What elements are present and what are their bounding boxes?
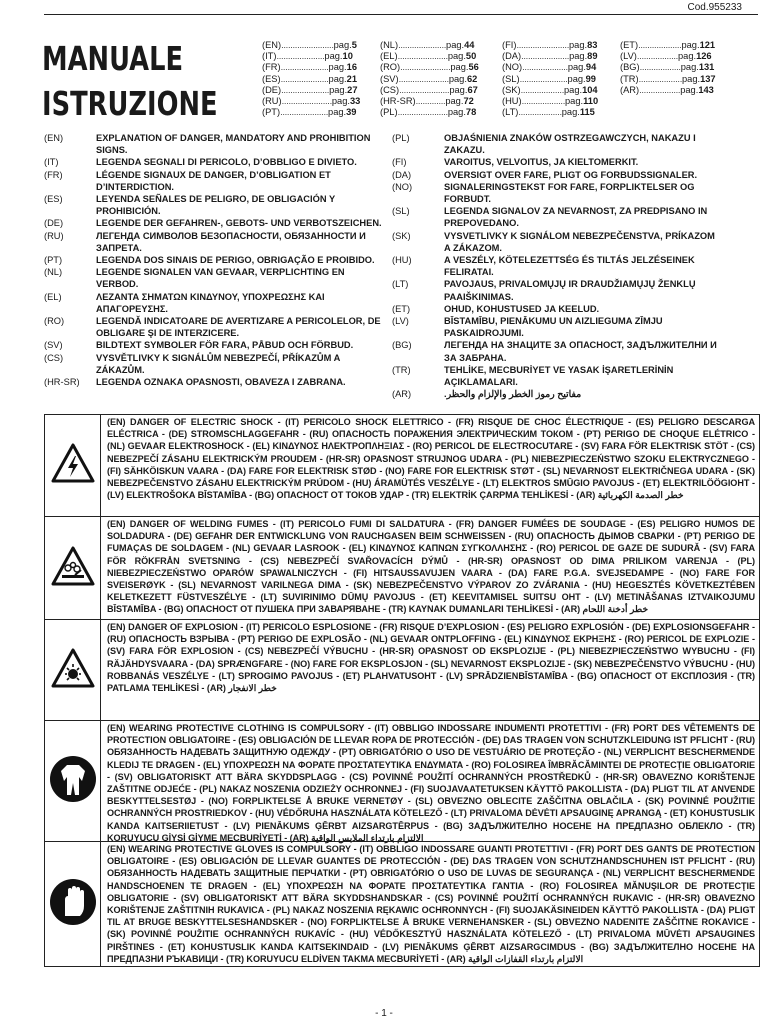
toc-entry <box>620 62 730 73</box>
toc-column <box>502 40 612 118</box>
toc-page-label: pag. <box>329 84 348 95</box>
toc-page-number: 99 <box>585 73 596 84</box>
legend-item <box>392 132 722 156</box>
toc-leader: ................... <box>520 84 564 95</box>
legend-lang-code: (SV) <box>44 340 63 351</box>
toc-entry <box>380 62 492 73</box>
legend-item <box>392 339 722 363</box>
toc-leader: ....................... <box>516 40 569 50</box>
safety-sign-description: (EN) WEARING PROTECTIVE GLOVES IS COMPULSORY - (IT) OBBLIGO INDOSSARE GUANTI PROTETTIVI - (FR) PORT DES GANTS DE PROTECTION OBLIGATOIRE - (ES) OBLIGACIÓN DE LLEVAR GUANTES DE PROTECCIÓN - (DE) DAS TRAGEN VON SCHUTZHANDSCHUHEN IST PFLICHT - (RU) ОБЯЗАННОСТЬ НАДЕВАТЬ ЗАЩИТНЫЕ ПЕРЧАТКИ - (PT) OBRIGATÓRIO O USO DE LUVAS DE SEGURANÇA - (NL) VERPLICHT BESCHERMENDE HANDSCHOENEN TE DRAGEN - (EL) ΥΠΟΧΡΕΩΣΗ ΝΑ ΦΟΡΑΤΕ ΠΡΟΣΤΑΤΕΥΤΙΚΑ ΓΑΝΤΙΑ - (RO) FOLOSIREA MĂNUŞILOR DE PROTECŢIE OBLIGATORIE - (SV) OBLIGATORISKT ATT BÄRA SKYDDSHANDSKAR - (CS) POVINNÉ POUŽITÍ OCHRANNÝCH RUKAVIC - (HR-SR) OBAVEZNO KORIŠTENJE ZAŠTITNIH RUKAVICA - (PL) NAKAZ NOSZENIA RĘKAWIC OCHRONNYCH - (FI) SUOJAKÄSINEIDEN KÄYTTÖ PAKOLLISTA - (DA) PLIGT TIL AT BRUGE BESKYTTELSESHANDSKER - (NO) FORPLIKTELSE Å BRUKE VERNEHANSKER - (SL) OBVEZNO NADENITE ZAŠČITNE ROKAVICE - (SK) POVINNÉ POUŽITIE OCHRANNÝCH RUKAVÍC - (HU) VÉDŐKESZTYŰ HASZNÁLATA KÖTELEZŐ - (LT) PRIVALOMA MŪVĖTI APSAUGINES PIRŠTINES - (ET) KOHUSTUSLIK KANDA KAITSEKINDAID - (LV) PIENĀKUMS ĢĒRBT AIZSARGCIMDUS - (BG) ЗАДЪЛЖИТЕЛНО НОСЕНЕ НА ПРЕДПАЗНИ РЪКАВИЦИ - (TR) KORUYUCU ELDİVEN TAKMA MECBURİYETİ - (AR) الالتزام بارتداء القفازات الواقية <box>107 844 755 964</box>
legend-item <box>44 230 384 254</box>
legend-item <box>44 266 384 290</box>
toc-leader: ................... <box>521 96 566 107</box>
safety-sign-description: (EN) DANGER OF WELDING FUMES - (IT) PERICOLO FUMI DI SALDATURA - (FR) DANGER FUMÉES DE SOUDAGE - (ES) PELIGRO HUMOS DE SOLDADURA - (DE) GEFAHR DER ENTWICKLUNG VON RAUCHGASEN BEIM SCHWEISSEN - (RU) ОПАСНОСТЬ ДЫМОВ СВАРКИ - (PT) PERIGO DE FUMAÇAS DE SOLDAGEM - (NL) GEVAAR LASROOK - (EL) ΚΙΝΔΥΝΟΣ ΚΑΠΝΩΝ ΣΥΓΚΟΛΛΗΣΗΣ - (RO) PERICOL DE GAZE DE SUDURĂ - (SV) FARA FÖR RÖKFRÅN SVETSNING - (CS) NEBEZPEČÍ SVAŘOVACÍCH DÝMŮ - (HR-SR) OPASNOST OD DIMA PRILIKOM VARENJA - (PL) NIEBEZPIECZEŃSTWO OPARÓW SPAWALNICZYCH - (FI) HITSAUSSAVUJEN VAARA - (DA) FARE P.G.A. SVEJSEDAMPE - (NO) FARE FOR SVEISERØYK - (SL) NEVARNOST VARILNEGA DIMA - (SK) NEBEZPEČENSTVO VÝPAROV ZO ZVÁRANIA - (HU) HEGESZTÉS KÖVETKEZTÉBEN KELETKEZETT FÜSTVESZÉLYE - (LT) SUVIRINIMO DŪMŲ PAVOJUS - (ET) KEEVITAMISEL SUITSU OHT - (LV) METINĀŠANAS IZTVAIKOJUMU BĪSTAMĪBA - (BG) ОПАСНОСТ ОТ ПУШЕКА ПРИ ЗАВАРЯВАНЕ - (TR) KAYNAK DUMANLARI TEHLİKESİ - (AR) خطر أدخنة اللحام <box>107 519 755 615</box>
legend-text: TEHLİKE, MECBURİYET VE YASAK İŞARETLERİNİN AÇIKLAMALARI. <box>444 364 674 388</box>
toc-leader: ................... <box>638 73 682 84</box>
toc-page-number: 50 <box>465 51 477 62</box>
toc-page-label: pag. <box>445 96 464 107</box>
safety-sign-row <box>45 842 759 966</box>
legend-item <box>44 352 384 376</box>
legend-item <box>44 169 384 193</box>
toc-entry <box>380 96 492 107</box>
toc-page-number: 67 <box>467 84 478 95</box>
toc-lang-code: (EN) <box>262 40 282 50</box>
toc-lang-code: (SL) <box>502 73 520 84</box>
title-line-1: MANUALE <box>42 39 184 78</box>
toc-leader: ...................... <box>399 84 450 95</box>
document-code: Cod.955233 <box>687 2 742 13</box>
toc-page-label: pag. <box>677 51 697 62</box>
legend-lang-code: (RO) <box>44 316 65 327</box>
toc-leader: ..................... <box>280 62 329 73</box>
toc-lang-code: (PL) <box>380 107 398 118</box>
toc-page-label: pag. <box>447 51 466 62</box>
toc-page-number: 110 <box>583 96 599 107</box>
legend-lang-code: (PL) <box>392 133 410 143</box>
toc-page-label: pag. <box>567 62 586 73</box>
toc-leader: .................. <box>639 62 681 73</box>
toc-page-label: pag. <box>328 62 347 73</box>
toc-leader: ...................... <box>398 73 449 84</box>
toc-page-number: 33 <box>349 96 361 107</box>
legend-item <box>392 230 722 254</box>
toc-entry <box>620 85 730 96</box>
safety-sign-description: (EN) DANGER OF EXPLOSION - (IT) PERICOLO ESPLOSIONE - (FR) RISQUE D’EXPLOSION - (ES) PELIGRO EXPLOSIÓN - (DE) EXPLOSIONSGEFAHR - (RU) ОПАСНОСТЬ ВЗРЫВА - (PT) PERIGO DE EXPLOSÃO - (NL) GEVAAR ONTPLOFFING - (EL) ΚΙΝΔΥΝΟΣ ΕΚΡΗΞΗΣ - (RO) PERICOL DE EXPLOZIE - (SV) FARA FÖR EXPLOSION - (CS) NEBEZPEČÍ VÝBUCHU - (HR-SR) OPASNOST OD EKSPLOZIJE - (PL) NIEBEZPIECZEŃSTWO WYBUCHU - (FI) RÄJÄHDYSVAARA - (DA) SPRÆNGFARE - (NO) FARE FOR EKSPLOSJON - (SL) NEVARNOST EKSPLOZIJE - (SK) NEBEZPEČENSTVO VÝBUCHU - (HU) ROBBANÁS VESZÉLYE - (LT) SPROGIMO PAVOJUS - (ET) PLAHVATUSOHT - (LV) SPRĀDZIENBĪSTAMĪBA - (BG) ОПАСНОСТ ОТ ЕКСПЛОЗИЯ - (TR) PATLAMA TEHLİKESİ - (AR) خطر الانفجار <box>107 622 755 694</box>
toc-page-number: 137 <box>700 73 716 84</box>
legend-lang-code: (AR) <box>392 389 412 400</box>
safety-sign-row <box>45 517 759 620</box>
toc-entry <box>620 51 730 62</box>
toc-entry <box>262 85 370 96</box>
toc-page-number: 89 <box>587 51 598 62</box>
legend-item <box>44 217 384 229</box>
toc-page-number: 44 <box>464 40 475 50</box>
legend-item <box>44 376 384 388</box>
toc-leader: ..................... <box>398 40 447 50</box>
legend-lang-code: (IT) <box>44 157 59 168</box>
toc-entry <box>502 96 612 107</box>
toc-leader: ...................... <box>397 107 448 118</box>
legend-lang-code: (LV) <box>392 316 409 327</box>
toc-lang-code: (NL) <box>380 40 399 50</box>
toc-page-label: pag. <box>333 40 352 50</box>
toc-page-label: pag. <box>563 84 583 95</box>
toc-page-number: 27 <box>347 84 358 95</box>
legend-text: LEGENDA SIGNALOV ZA NEVARNOST, ZA PREDPISANO IN PREPOVEDANO. <box>444 206 708 229</box>
toc-entry <box>502 85 612 96</box>
toc-lang-code: (TR) <box>620 73 639 84</box>
legend-lang-code: (SL) <box>392 206 410 217</box>
legend-lang-code: (PT) <box>44 255 63 266</box>
legend-text: مفاتيح رموز الخطر والإلزام والحظر. <box>444 389 582 400</box>
toc-lang-code: (FR) <box>262 62 281 73</box>
legend-lang-code: (TR) <box>392 364 411 375</box>
toc-lang-code: (SK) <box>502 84 521 95</box>
legend-text: LEGENDĂ INDICATOARE DE AVERTIZARE A PERICOLELOR, DE OBLIGARE ŞI DE INTERZICERE. <box>96 316 381 339</box>
welding-fumes-icon <box>51 546 95 591</box>
legend-item <box>392 388 722 400</box>
legend-text: VAROITUS, VELVOITUS, JA KIELTOMERKIT. <box>444 157 639 168</box>
toc-entry <box>262 40 370 51</box>
legend-lang-code: (NL) <box>44 267 63 278</box>
toc-page-label: pag. <box>448 73 467 84</box>
toc-lang-code: (ES) <box>262 73 281 84</box>
legend-text: LEGENDA SEGNALI DI PERICOLO, D’OBBLIGO E DIVIETO. <box>96 157 357 168</box>
safety-signs-table <box>44 414 760 967</box>
legend-lang-code: (BG) <box>392 340 412 351</box>
toc-page-number: 104 <box>582 84 598 95</box>
toc-entry <box>380 40 492 51</box>
legend-item <box>392 169 722 181</box>
toc-page-number: 115 <box>579 107 595 118</box>
legend-lang-code: (CS) <box>44 352 64 363</box>
legend-lang-code: (ES) <box>44 194 63 205</box>
legend-text: ЛЕГЕНДА СИМВОЛОВ БЕЗОПАСНОСТИ, ОБЯЗАННОСТИ И ЗАПРЕТА. <box>96 230 366 253</box>
legend-lang-code: (HU) <box>392 255 412 266</box>
legend-lang-code: (DE) <box>44 218 64 229</box>
toc-lang-code: (BG) <box>620 62 640 73</box>
toc-leader: ...................... <box>281 96 332 107</box>
legend-text: VYSVĚTLIVKY K SIGNÁLŮM NEBEZPEČÍ, PŘÍKAZŮM A ZÁKAZŮM. <box>96 352 340 375</box>
legend-item <box>392 303 722 315</box>
toc-lang-code: (RU) <box>262 96 282 107</box>
legend-lang-code: (RU) <box>44 230 64 241</box>
legend-lang-code: (ET) <box>392 303 411 314</box>
legend-text: SIGNALERINGSTEKST FOR FARE, FORPLIKTELSER OG FORBUDT. <box>444 181 695 205</box>
legend-lang-code: (NO) <box>392 181 413 192</box>
legend-lang-code: (DA) <box>392 169 412 180</box>
toc-column <box>380 40 492 118</box>
safety-sign-icon-cell <box>45 620 101 720</box>
toc-leader: ...................... <box>397 51 448 62</box>
toc-page-number: 121 <box>699 40 716 50</box>
legend-text: LEGENDE DER GEFAHREN-, GEBOTS- UND VERBOTSZEICHEN. <box>96 218 382 229</box>
legend-item <box>44 132 384 156</box>
toc-page-label: pag. <box>328 73 347 84</box>
toc-leader: ................... <box>638 40 682 50</box>
legend-text: OVERSIGT OVER FARE, PLIGT OG FORBUDSSIGNALER. <box>444 169 698 180</box>
page-number: - 1 - <box>375 1008 393 1019</box>
toc-page-number: 72 <box>463 96 474 107</box>
toc-page-label: pag. <box>565 96 584 107</box>
legend-item <box>392 278 722 302</box>
legend-item <box>392 205 722 229</box>
toc-page-number: 126 <box>696 51 712 62</box>
toc-entry <box>262 74 370 85</box>
legend-item <box>392 364 722 388</box>
toc-lang-code: (EL) <box>380 51 398 62</box>
toc-lang-code: (DE) <box>262 84 282 95</box>
legend-column-left <box>44 132 384 388</box>
toc-page-label: pag. <box>680 62 699 73</box>
toc-entry <box>502 74 612 85</box>
toc-leader: ................... <box>518 107 562 118</box>
toc-page-label: pag. <box>561 107 580 118</box>
toc-lang-code: (HR-SR) <box>380 96 416 107</box>
safety-sign-icon-cell <box>45 842 101 966</box>
legend-item <box>44 254 384 266</box>
legend-text: EXPLANATION OF DANGER, MANDATORY AND PROHIBITION SIGNS. <box>96 133 371 156</box>
safety-sign-icon-cell <box>45 517 101 619</box>
header-rule <box>44 14 758 15</box>
toc-lang-code: (SV) <box>380 73 399 84</box>
protective-gloves-icon <box>49 878 97 931</box>
safety-sign-description: (EN) WEARING PROTECTIVE CLOTHING IS COMPULSORY - (IT) OBBLIGO INDOSSARE INDUMENTI PROTETTIVI - (FR) PORT DES VÊTEMENTS DE PROTECTION OBLIGATOIRE - (ES) OBLIGACIÓN DE LLEVAR ROPA DE PROTECCIÓN - (DE) DAS TRAGEN VON SCHUTZKLEIDUNG IST PFLICHT - (RU) ОБЯЗАННОСТЬ НАДЕВАТЬ ЗАЩИТНУЮ ОДЕЖДУ - (PT) OBRIGATÓRIO O USO DE VESTUÁRIO DE PROTEÇÃO - (NL) VERPLICHT BESCHERMENDE KLEDIJ TE DRAGEN - (EL) ΥΠΟΧΡΕΩΣΗ ΝΑ ΦΟΡΑΤΕ ΠΡΟΣΤΑΤΕΥΤΙΚΑ ΕΝΔΥΜΑΤΑ - (RO) FOLOSIREA ÎMBRĂCĂMINTEI DE PROTECŢIE OBLIGATORIE - (SV) OBLIGATORISKT ATT BÄRA SKYDDSPLAGG - (CS) POVINNÉ POUŽITÍ OCHRANNÝCH PROSTŘEDKŮ - (HR-SR) OBAVEZNO KORIŠTENJE ZAŠTITNE ODJEĆE - (PL) NAKAZ NOSZENIA ODZIEŻY OCHRONNEJ - (FI) SUOJAVAATETUKSEN KÄYTTÖ PAKOLLISTA - (DA) PLIGT TIL AT ANVENDE BESKYTTELSESTØJ - (NO) FORPLIKTELSE Å BRUKE VERNETØY - (SL) OBVEZNO OBLECITE ZAŠČITNA OBLAČILA - (SK) POVINNÉ POUŽITIE OCHRANNÝCH PROSTRIEDKOV - (HU) VÉDŐRUHA HASZNÁLATA KÖTELEZŐ - (LT) PRIVALOMA DĖVĖTI APSAUGINĘ APRANGĄ - (ET) KOHUSTUSLIK KANDA KAITSERIIETUST - (LV) PIENĀKUMS ĢĒRBT AIZSARGTĒRPUS - (BG) ЗАДЪЛЖИТЕЛНО НОСЕНЕ НА ПРЕДПАЗНО ОБЛЕКЛО - (TR) KORUYUCU GİYSİ GİYME MECBURİYETİ - (AR) الالتزام بارتداء الملابس الواقية <box>107 723 755 843</box>
toc-entry <box>262 96 370 107</box>
toc-lang-code: (DA) <box>502 51 522 62</box>
toc-leader: ..................... <box>519 73 568 84</box>
toc-page-number: 10 <box>342 51 353 62</box>
toc-column <box>620 40 730 96</box>
toc-entry <box>262 62 370 73</box>
toc-leader: ..................... <box>280 73 329 84</box>
toc-entry <box>502 40 612 51</box>
legend-item <box>392 315 722 339</box>
legend-text: LEYENDA SEÑALES DE PELIGRO, DE OBLIGACIÓN Y PROHIBICIÓN. <box>96 194 335 217</box>
title-line-2: ISTRUZIONE <box>42 84 218 123</box>
safety-sign-row <box>45 415 759 517</box>
toc-leader: ....................... <box>281 40 334 50</box>
toc-lang-code: (NO) <box>502 62 523 73</box>
explosion-icon <box>51 648 95 693</box>
toc-page-label: pag. <box>569 51 588 62</box>
toc-page-number: 5 <box>351 40 357 50</box>
toc-page-number: 16 <box>346 62 357 73</box>
toc-leader: ...................... <box>400 62 451 73</box>
toc-entry <box>380 85 492 96</box>
legend-text: PAVOJAUS, PRIVALOMŲJŲ IR DRAUDŽIAMŲJŲ ŽENKLŲ PAAIŠKINIMAS. <box>444 279 696 302</box>
legend-text: VYSVETLIVKY K SIGNÁLOM NEBEZPEČENSTVA, PRÍKAZOM A ZÁKAZOM. <box>444 230 715 253</box>
toc-entry <box>620 40 730 51</box>
legend-lang-code: (LT) <box>392 279 409 290</box>
legend-lang-code: (HR-SR) <box>44 377 80 388</box>
legend-item <box>392 156 722 168</box>
toc-lang-code: (ET) <box>620 40 639 50</box>
toc-lang-code: (HU) <box>502 96 522 107</box>
legend-text: LEGENDA OZNAKA OPASNOSTI, OBAVEZA I ZABRANA. <box>96 377 346 388</box>
toc-entry <box>620 74 730 85</box>
legend-item <box>44 156 384 168</box>
toc-page-label: pag. <box>331 96 350 107</box>
legend-lang-code: (EL) <box>44 291 62 302</box>
toc-lang-code: (AR) <box>620 84 640 95</box>
toc-entry <box>262 107 370 118</box>
legend-text: OHUD, KOHUSTUSED JA KEELUD. <box>444 303 600 314</box>
toc-lang-code: (RO) <box>380 62 401 73</box>
toc-lang-code: (IT) <box>262 51 277 62</box>
toc-lang-code: (LV) <box>620 51 637 62</box>
toc-leader: ..................... <box>280 107 329 118</box>
toc-column <box>262 40 370 118</box>
legend-lang-code: (EN) <box>44 133 64 143</box>
toc-leader: .................. <box>636 51 678 62</box>
legend-item <box>44 339 384 351</box>
toc-entry <box>380 51 492 62</box>
toc-entry <box>380 74 492 85</box>
manual-title <box>42 36 218 126</box>
toc-page-label: pag. <box>680 84 699 95</box>
toc-page-label: pag. <box>449 84 468 95</box>
toc-entry <box>262 51 370 62</box>
toc-page-number: 83 <box>587 40 598 50</box>
toc-page-number: 78 <box>465 107 477 118</box>
legend-lang-code: (FI) <box>392 157 407 168</box>
legend-column-right <box>392 132 722 400</box>
toc-page-number: 143 <box>698 84 714 95</box>
legend-text: LEGENDE SIGNALEN VAN GEVAAR, VERPLICHTING EN VERBOD. <box>96 267 345 290</box>
toc-lang-code: (PT) <box>262 107 281 118</box>
toc-leader: ..................... <box>521 51 570 62</box>
toc-lang-code: (FI) <box>502 40 517 50</box>
legend-item <box>44 291 384 315</box>
toc-page-label: pag. <box>446 40 465 50</box>
legend-item <box>44 315 384 339</box>
toc-leader: .................. <box>639 84 681 95</box>
toc-page-label: pag. <box>567 73 586 84</box>
toc-page-label: pag. <box>324 51 343 62</box>
toc-page-label: pag. <box>447 107 466 118</box>
legend-text: ЛЕГЕНДА НА ЗНАЦИТЕ ЗА ОПАСНОСТ, ЗАДЪЛЖИТЕЛНИ И ЗА ЗАБРАНА. <box>444 340 717 363</box>
toc-page-label: pag. <box>450 62 469 73</box>
toc-leader: .................... <box>522 62 568 73</box>
toc-leader: ..................... <box>276 51 325 62</box>
legend-text: BĪSTAMĪBU, PIENĀKUMU UN AIZLIEGUMA ZĪMJU PASKAIDROJUMI. <box>444 316 663 339</box>
toc-lang-code: (LT) <box>502 107 519 118</box>
safety-sign-icon-cell <box>45 721 101 841</box>
toc-entry <box>502 51 612 62</box>
safety-sign-icon-cell <box>45 415 101 516</box>
legend-lang-code: (SK) <box>392 230 411 241</box>
toc-page-label: pag. <box>328 107 347 118</box>
toc-entry <box>502 62 612 73</box>
safety-sign-description: (EN) DANGER OF ELECTRIC SHOCK - (IT) PERICOLO SHOCK ELETTRICO - (FR) RISQUE DE CHOC ÉLECTRIQUE - (ES) PELIGRO DESCARGA ELÉCTRICA - (DE) STROMSCHLAGGEFAHR - (RU) ОПАСНОСТЬ ПОРАЖЕНИЯ ЭЛЕКТРИЧЕСКИМ ТОКОМ - (PT) PERIGO DE CHOQUE ELÉTRICO - (NL) GEVAAR ELEKTROSHOCK - (EL) ΚΙΝΔΥΝΟΣ ΗΛΕΚΤΡΟΠΛΗΞΙΑΣ - (RO) PERICOL DE ELECTROCUTARE - (SV) FARA FÖR ELEKTRISK STÖT - (CS) NEBEZPEČÍ ZÁSAHU ELEKTRICKÝM PROUDEM - (HR-SR) OPASNOST STRUJNOG UDARA - (PL) NIEBEZPIECZEŃSTWO SZOKU ELEKTRYCZNEGO - (FI) SÄHKÖISKUN VAARA - (DA) FARE FOR ELEKTRISK STØD - (NO) FARE FOR ELEKTRISK STØT - (SL) NEVARNOST ELEKTRIČNEGA UDARA - (SK) NEBEZPEČENSTVO ZÁSAHU ELEKTRICKÝM PRÚDOM - (HU) ÁRAMÜTÉS VESZÉLYE - (LT) ELEKTROS SMŪGIO PAVOJUS - (ET) ELEKTRILÖÖGIOHT - (LV) ELEKTROŠOKA BĪSTAMĪBA - (BG) ОПАСНОСТ ОТ ТОКОВ УДАР - (TR) ELEKTRİK ÇARPMA TEHLİKESİ - (AR) خطر الصدمة الكهربائية <box>107 417 755 501</box>
legend-item <box>392 254 722 278</box>
toc-page-number: 131 <box>698 62 715 73</box>
toc-page-number: 39 <box>346 107 357 118</box>
toc-page-number: 62 <box>466 73 478 84</box>
legend-text: OBJAŚNIENIA ZNAKÓW OSTRZEGAWCZYCH, NAKAZU I ZAKAZU. <box>444 133 696 156</box>
toc-leader: ............. <box>415 96 446 107</box>
toc-page-label: pag. <box>681 40 700 50</box>
legend-text: A VESZÉLY, KÖTELEZETTSÉG ÉS TILTÁS JELZÉSEINEK FELIRATAI. <box>444 255 695 278</box>
toc-lang-code: (CS) <box>380 84 400 95</box>
electric-shock-icon <box>51 443 95 488</box>
safety-sign-row <box>45 620 759 721</box>
toc-page-label: pag. <box>681 73 701 84</box>
legend-lang-code: (FR) <box>44 169 63 180</box>
legend-text: ΛΕΖΑΝΤΑ ΣΗΜΑΤΩΝ ΚΙΝΔΥΝΟΥ, ΥΠΟΧΡΕΩΣΗΣ ΚΑΙ ΑΠΑΓΟΡΕΥΣΗΣ. <box>96 291 325 314</box>
toc-entry <box>380 107 492 118</box>
legend-text: LÉGENDE SIGNAUX DE DANGER, D’OBLIGATION ET D’INTERDICTION. <box>96 169 331 192</box>
legend-item <box>392 181 722 205</box>
toc-page-label: pag. <box>568 40 588 50</box>
safety-sign-row <box>45 721 759 842</box>
legend-text: LEGENDA DOS SINAIS DE PERIGO, OBRIGAÇÃO E PROIBIDO. <box>96 255 375 266</box>
toc-page-number: 56 <box>468 62 479 73</box>
protective-clothing-icon <box>49 755 97 808</box>
toc-entry <box>502 107 612 118</box>
legend-item <box>44 193 384 217</box>
toc-page-number: 94 <box>585 62 597 73</box>
toc-page-number: 21 <box>346 73 357 84</box>
legend-text: BILDTEXT SYMBOLER FÖR FARA, PÅBUD OCH FÖRBUD. <box>96 340 354 351</box>
toc-leader: ..................... <box>281 84 330 95</box>
